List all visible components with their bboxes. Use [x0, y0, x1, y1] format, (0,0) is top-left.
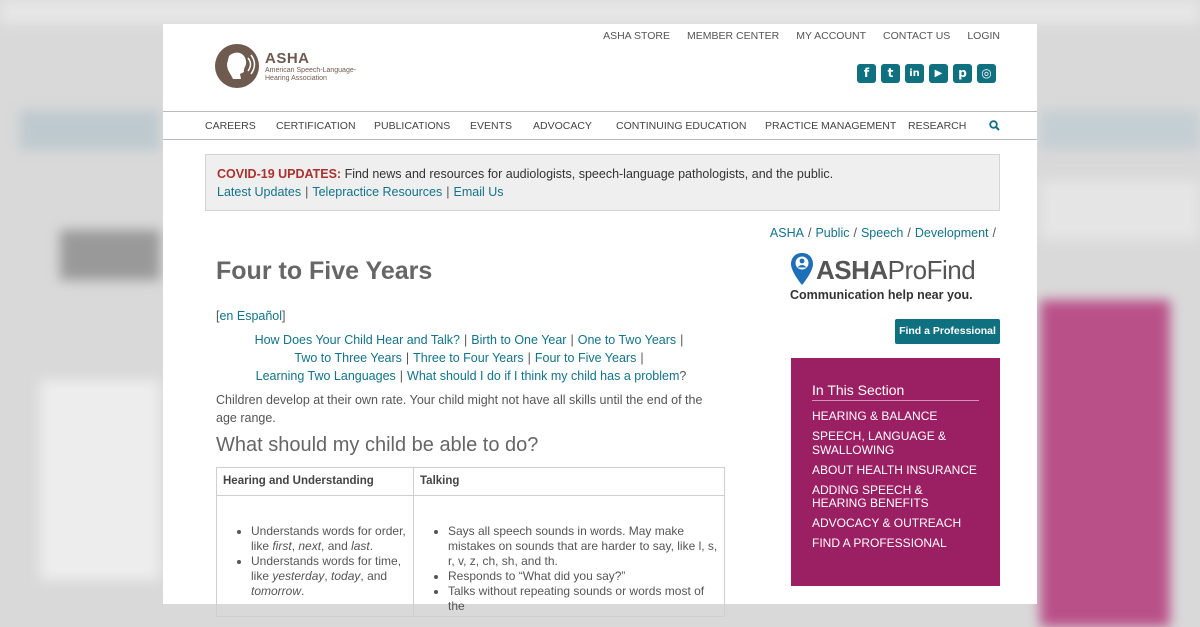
age-navigation: How Does Your Child Hear and Talk? | Birth to One Year | One to Two Years | Two to Three Years | Three to Four Years | Four to Five Years | Learning Two Languages | What should I do if I think my child has a problem?	[254, 333, 687, 383]
nav-continuing-education[interactable]: CONTINUING EDUCATION	[616, 120, 747, 132]
section-link-find-professional[interactable]: FIND A PROFESSIONAL	[812, 536, 947, 550]
logo-subtitle: American Speech-Language-Hearing Association	[265, 66, 357, 82]
age-link-three-four[interactable]: Three to Four Years	[413, 351, 524, 365]
section-heading: What should my child be able to do?	[216, 434, 539, 456]
profind-brand-profind: ProFind	[887, 255, 976, 285]
covid-banner: COVID-19 UPDATES: Find news and resources for audiologists, speech-language pathologists, and the public. Latest Updates | Telepractice Resources | Email Us	[205, 154, 1000, 211]
nav-research[interactable]: RESEARCH	[908, 120, 967, 132]
age-link-two-three[interactable]: Two to Three Years	[294, 351, 402, 365]
section-link-hearing-balance[interactable]: HEARING & BALANCE	[812, 409, 938, 423]
table-header-talking: Talking	[420, 475, 460, 487]
covid-label: COVID-19 UPDATES:	[217, 167, 342, 181]
hearing-list	[217, 496, 413, 599]
logo-title: ASHA	[265, 49, 310, 67]
list-item: • Understands words for order, like first, next, and last.	[251, 524, 407, 554]
nav-certification[interactable]: CERTIFICATION	[276, 120, 356, 132]
age-link-one-two[interactable]: One to Two Years	[577, 333, 677, 347]
location-pin-icon	[790, 252, 814, 286]
nav-events[interactable]: EVENTS	[470, 120, 513, 132]
list-item: • Says all speech sounds in words. May make mistakes on sounds that are harder to say, like l, s, r, v, z, ch, sh, and th.	[448, 524, 718, 569]
main-nav	[163, 111, 1037, 140]
profind-tagline: Communication help near you.	[790, 288, 973, 302]
member-center-link[interactable]: MEMBER CENTER	[687, 30, 780, 42]
age-link-two-languages[interactable]: Learning Two Languages	[255, 369, 396, 383]
nav-careers[interactable]: CAREERS	[205, 120, 256, 132]
linkedin-icon[interactable]: in	[905, 64, 924, 83]
section-link-advocacy[interactable]: ADVOCACY & OUTREACH	[812, 516, 962, 530]
section-link-health-insurance[interactable]: ABOUT HEALTH INSURANCE	[812, 462, 977, 477]
asha-logo-icon	[215, 44, 259, 88]
espanol-link-wrap: [en Español]	[216, 309, 286, 323]
list-item: • Responds to “What did you say?”	[448, 569, 718, 584]
page-title: Four to Five Years	[216, 257, 433, 285]
profind-brand-asha: ASHA	[816, 255, 888, 285]
login-link[interactable]: LOGIN	[967, 30, 1000, 42]
section-title: In This Section	[812, 382, 979, 401]
espanol-link[interactable]: en Español	[219, 309, 283, 323]
section-link-benefits[interactable]: ADDING SPEECH & HEARING BENEFITS	[812, 482, 929, 510]
my-account-link[interactable]: MY ACCOUNT	[796, 30, 867, 42]
facebook-icon[interactable]: f	[857, 64, 876, 83]
nav-practice-management[interactable]: PRACTICE MANAGEMENT	[765, 120, 897, 132]
instagram-icon[interactable]: ◎	[977, 64, 996, 83]
in-this-section	[791, 358, 1000, 586]
covid-text: Find news and resources for audiologists, speech-language pathologists, and the public.	[341, 167, 834, 181]
breadcrumb: ASHA / Public / Speech / Development /	[769, 226, 996, 240]
contact-us-link[interactable]: CONTACT US	[883, 30, 951, 42]
utility-nav	[603, 30, 1000, 42]
milestones-table	[216, 467, 725, 617]
asha-logo[interactable]	[215, 44, 365, 88]
youtube-icon[interactable]: ▶	[929, 64, 948, 83]
age-link-four-five[interactable]: Four to Five Years	[534, 351, 637, 365]
nav-advocacy[interactable]: ADVOCACY	[533, 120, 592, 132]
talking-list	[414, 496, 724, 614]
profind-promo[interactable]	[790, 252, 1005, 302]
nav-publications[interactable]: PUBLICATIONS	[374, 120, 451, 132]
breadcrumb-public[interactable]: Public	[815, 226, 850, 240]
age-link-problem[interactable]: What should I do if I think my child has a problem	[407, 369, 680, 383]
list-item: • Talks without repeating sounds or words most of the	[448, 584, 718, 614]
section-link-speech-language[interactable]: SPEECH, LANGUAGE & SWALLOWING	[812, 429, 947, 457]
pinterest-icon[interactable]: p	[953, 64, 972, 83]
list-item: • Understands words for time, like yesterday, today, and tomorrow.	[251, 554, 407, 599]
intro-text: Children develop at their own rate. Your child might not have all skills until the end of the age range.	[216, 393, 703, 425]
email-us-link[interactable]: Email Us	[453, 185, 504, 199]
table-header-hearing: Hearing and Understanding	[217, 468, 414, 495]
age-link-hear-talk[interactable]: How Does Your Child Hear and Talk?	[254, 333, 461, 347]
twitter-icon[interactable]: t	[881, 64, 900, 83]
breadcrumb-development[interactable]: Development	[914, 226, 989, 240]
search-icon[interactable]	[989, 120, 1000, 131]
latest-updates-link[interactable]: Latest Updates	[217, 185, 302, 199]
web-page	[163, 24, 1037, 613]
asha-store-link[interactable]: ASHA STORE	[603, 30, 671, 42]
age-link-birth-one[interactable]: Birth to One Year	[471, 333, 567, 347]
breadcrumb-asha[interactable]: ASHA	[769, 226, 804, 240]
find-professional-button[interactable]: Find a Professional	[895, 319, 1000, 344]
social-links	[857, 64, 996, 83]
breadcrumb-speech[interactable]: Speech	[860, 226, 904, 240]
telepractice-resources-link[interactable]: Telepractice Resources	[312, 185, 443, 199]
